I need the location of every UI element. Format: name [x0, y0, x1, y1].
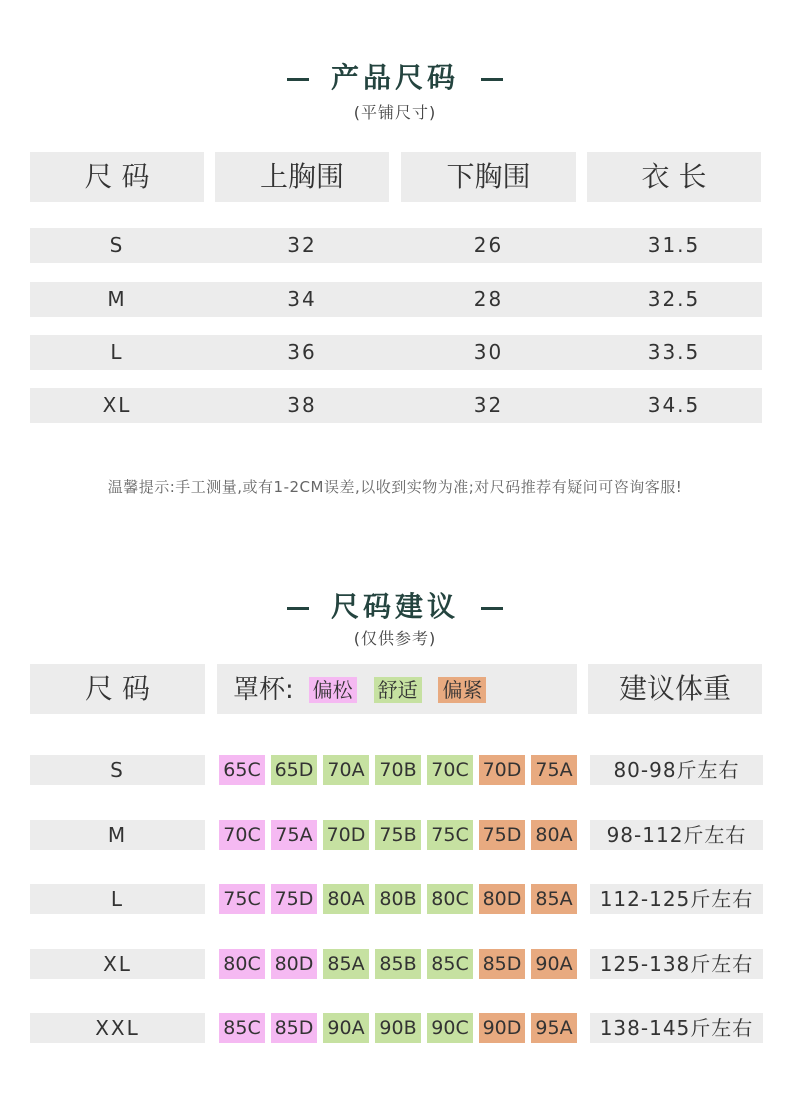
size-advice-subtitle: (仅供参考) — [353, 629, 437, 648]
cup-size-cell: 80A — [323, 884, 369, 914]
cup-size-cell: 85B — [375, 949, 421, 979]
cup-size-cell: 85C — [219, 1013, 265, 1043]
cup-size-cell: 70B — [375, 755, 421, 785]
advice-row-size: XXL — [30, 1013, 205, 1043]
row-under-bust: 30 — [473, 340, 504, 364]
cup-size-cell: 70D — [479, 755, 525, 785]
advice-row-weight: 112-125斤左右 — [590, 884, 763, 914]
row-upper-bust: 32 — [287, 233, 317, 257]
advice-header-weight: 建议体重 — [588, 664, 762, 714]
cup-size-cell: 75D — [271, 884, 317, 914]
title-dash-right — [481, 78, 503, 81]
advice-header-cup — [217, 664, 577, 714]
row-length: 32.5 — [647, 287, 701, 311]
cup-size-cell: 85D — [271, 1013, 317, 1043]
row-under-bust: 32 — [473, 393, 504, 417]
cup-size-cell: 80D — [271, 949, 317, 979]
row-length: 31.5 — [647, 233, 701, 257]
advice-row-weight: 125-138斤左右 — [590, 949, 763, 979]
cup-size-cell: 75B — [375, 820, 421, 850]
legend-fit: 舒适 — [374, 677, 422, 703]
cup-size-cell: 80C — [219, 949, 265, 979]
header-upper-bust: 上胸围 — [215, 152, 389, 202]
cup-size-cell: 75C — [427, 820, 473, 850]
cup-size-cell: 70C — [219, 820, 265, 850]
cup-size-cell: 90A — [531, 949, 577, 979]
cup-size-cell: 90D — [479, 1013, 525, 1043]
row-under-bust: 26 — [473, 233, 504, 257]
advice-row-size: L — [30, 884, 205, 914]
size-chart-subtitle: (平铺尺寸) — [353, 103, 437, 122]
cup-size-cell: 65C — [219, 755, 265, 785]
size-advice-title — [0, 585, 790, 625]
cup-size-cell: 85C — [427, 949, 473, 979]
cup-size-cell: 80B — [375, 884, 421, 914]
cup-size-cell: 90C — [427, 1013, 473, 1043]
cup-size-cell: 70C — [427, 755, 473, 785]
cup-size-cell: 75A — [531, 755, 577, 785]
row-upper-bust: 36 — [287, 340, 317, 364]
row-size: S — [109, 233, 125, 257]
title-dash-left — [287, 78, 309, 81]
cup-size-cell: 85A — [531, 884, 577, 914]
cup-size-cell: 95A — [531, 1013, 577, 1043]
cup-size-cell: 70D — [323, 820, 369, 850]
cup-size-cell: 75D — [479, 820, 525, 850]
row-length: 33.5 — [647, 340, 701, 364]
size-chart-title-text: 产品尺码 — [330, 61, 459, 94]
cup-size-cell: 85A — [323, 949, 369, 979]
header-length: 衣 长 — [587, 152, 761, 202]
row-size: M — [107, 287, 127, 311]
row-under-bust: 28 — [473, 287, 504, 311]
advice-row-weight: 138-145斤左右 — [590, 1013, 763, 1043]
advice-header-size: 尺 码 — [30, 664, 205, 714]
advice-row-size: S — [30, 755, 205, 785]
title-dash-left — [287, 607, 309, 610]
cup-size-cell: 75C — [219, 884, 265, 914]
row-upper-bust: 38 — [287, 393, 317, 417]
advice-row-size: XL — [30, 949, 205, 979]
legend-loose: 偏松 — [309, 677, 357, 703]
size-advice-title-text: 尺码建议 — [330, 590, 459, 623]
cup-size-cell: 80A — [531, 820, 577, 850]
header-size: 尺 码 — [30, 152, 204, 202]
cup-size-cell: 65D — [271, 755, 317, 785]
size-chart-title — [0, 56, 790, 96]
cup-size-cell: 90B — [375, 1013, 421, 1043]
title-dash-right — [481, 607, 503, 610]
legend-tight: 偏紧 — [438, 677, 486, 703]
row-size: XL — [102, 393, 132, 417]
cup-size-cell: 75A — [271, 820, 317, 850]
cup-size-cell: 70A — [323, 755, 369, 785]
cup-label: 罩杯: — [233, 675, 294, 705]
cup-size-cell: 90A — [323, 1013, 369, 1043]
advice-row-weight: 80-98斤左右 — [590, 755, 763, 785]
header-under-bust: 下胸围 — [401, 152, 576, 202]
cup-size-cell: 85D — [479, 949, 525, 979]
row-length: 34.5 — [647, 393, 701, 417]
cup-size-cell: 80D — [479, 884, 525, 914]
measurement-note: 温馨提示:手工测量,或有1-2CM误差,以收到实物为准;对尺码推荐有疑问可咨询客服! — [107, 478, 683, 496]
row-size: L — [110, 340, 124, 364]
cup-size-cell: 80C — [427, 884, 473, 914]
advice-row-size: M — [30, 820, 205, 850]
advice-row-weight: 98-112斤左右 — [590, 820, 763, 850]
row-upper-bust: 34 — [287, 287, 317, 311]
